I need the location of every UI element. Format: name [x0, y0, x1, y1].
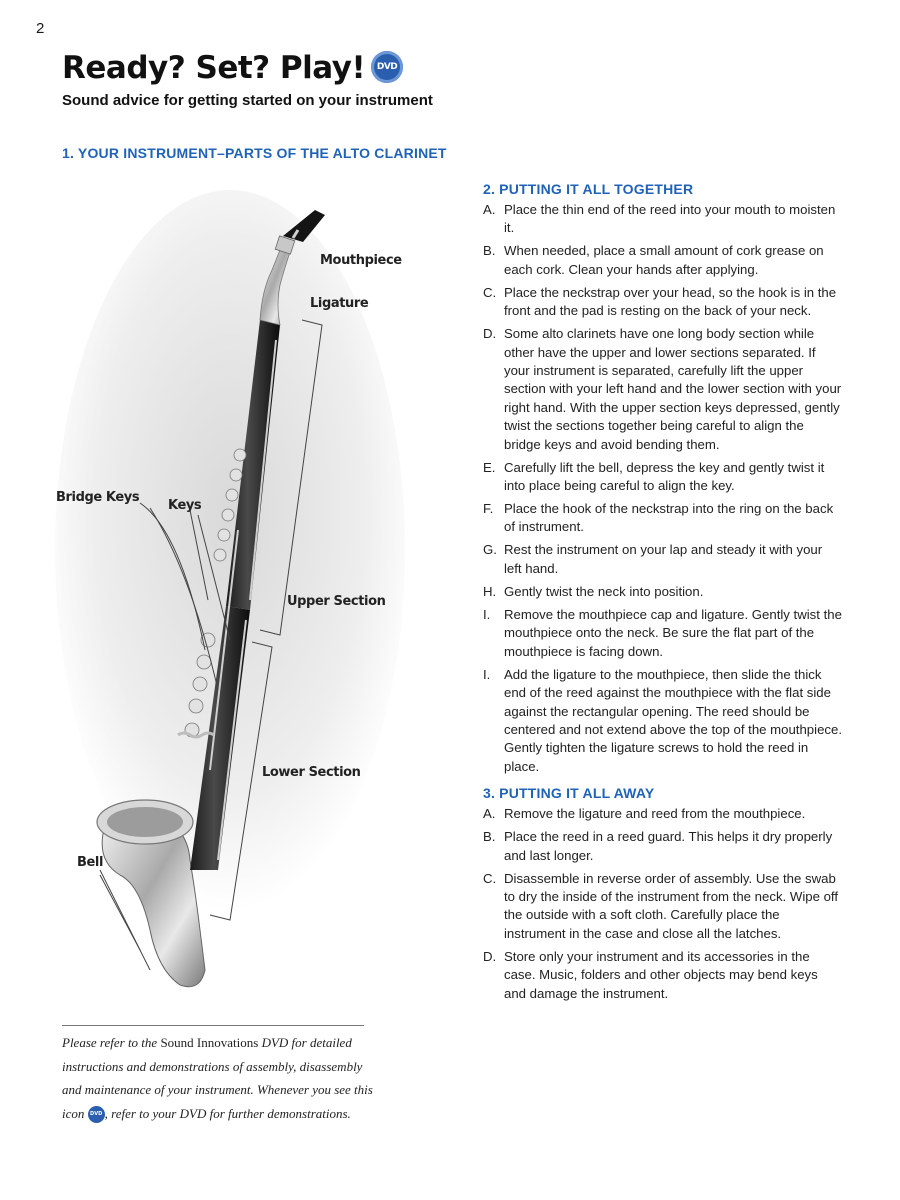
step-letter: D. — [483, 948, 497, 964]
step-letter: A. — [483, 806, 496, 822]
section-3-steps — [483, 805, 843, 1003]
section-2-step — [483, 459, 843, 496]
step-text: Place the thin end of the reed into your mouth to moisten it. — [504, 202, 836, 236]
section-2-heading: 2. PUTTING IT ALL TOGETHER — [483, 181, 694, 197]
label-lower-section: Lower Section — [262, 765, 361, 780]
section-2-step — [483, 284, 843, 321]
step-text: When needed, place a small amount of cork grease on each cork. Clean your hands after applying. — [504, 243, 824, 277]
page-title — [62, 50, 403, 86]
step-text: Some alto clarinets have one long body section while other have the upper and lower sections separated. If your instrument is separated, carefully lift the upper section with your left hand and the lower section with your right hand. With the upper section keys depressed, gently twist the sections together being careful to align the bridge keys and avoid bending them. — [504, 326, 842, 452]
step-letter: G. — [483, 542, 497, 558]
dvd-icon-inline: DVD — [88, 1106, 105, 1123]
label-upper-section: Upper Section — [287, 594, 386, 609]
step-letter: C. — [483, 870, 497, 886]
section-2-steps — [483, 201, 843, 776]
step-letter: H. — [483, 583, 497, 599]
dvd-icon: DVD — [371, 51, 403, 83]
page-subtitle: Sound advice for getting started on your instrument — [62, 92, 433, 109]
step-text: Place the reed in a reed guard. This helps it dry properly and last longer. — [504, 829, 833, 863]
step-letter: D. — [483, 326, 497, 342]
section-1-heading: 1. YOUR INSTRUMENT–PARTS OF THE ALTO CLARINET — [62, 145, 447, 161]
section-2-step — [483, 583, 843, 601]
section-3-heading: 3. PUTTING IT ALL AWAY — [483, 785, 655, 802]
section-2-step — [483, 500, 843, 537]
step-letter: B. — [483, 243, 496, 259]
footnote-text-3: , refer to your DVD for further demonstrations. — [104, 1105, 351, 1121]
instructions-column — [483, 181, 843, 1008]
step-letter: F. — [483, 501, 494, 517]
step-letter: I. — [483, 666, 491, 682]
section-3-step — [483, 870, 843, 944]
section-2-step — [483, 666, 843, 776]
page-number: 2 — [36, 20, 45, 37]
footnote-text-1: Please refer to the — [62, 1035, 161, 1050]
section-2-step — [483, 541, 843, 578]
label-ligature: Ligature — [310, 296, 369, 311]
section-2-step — [483, 201, 843, 238]
step-letter: A. — [483, 202, 496, 217]
section-3-step — [483, 948, 843, 1003]
step-text: Place the neckstrap over your head, so the hook is in the front and the pad is resting on the back of your neck. — [504, 284, 837, 319]
step-text: Store only your instrument and its accessories in the case. Music, folders and other objects may bend keys and damage the instrument. — [504, 948, 818, 1001]
section-2-step — [483, 325, 843, 454]
step-letter: I. — [483, 606, 491, 622]
section-2-step — [483, 606, 843, 661]
footnote-brand: Sound Innovations — [160, 1035, 259, 1050]
dvd-footnote — [62, 1031, 382, 1125]
step-text: Remove the ligature and reed from the mouthpiece. — [504, 806, 806, 822]
step-text: Carefully lift the bell, depress the key and gently twist it into place being careful to align the key. — [504, 459, 825, 494]
step-text: Place the hook of the neckstrap into the ring on the back of instrument. — [504, 501, 834, 535]
label-bridge-keys: Bridge Keys — [56, 490, 140, 505]
bell-shape — [97, 800, 205, 987]
step-letter: E. — [483, 459, 496, 475]
page-title-text: Ready? Set? Play! — [62, 50, 366, 86]
label-keys: Keys — [168, 498, 202, 513]
step-text: Disassemble in reverse order of assembly. Use the swab to dry the inside of the instrument from the neck. Wipe off the outside with a soft cloth. Carefully place the instrument in the case and close all the latches. — [504, 870, 839, 941]
label-bell: Bell — [77, 855, 104, 870]
footnote-divider — [62, 1025, 364, 1026]
step-text: Rest the instrument on your lap and steady it with your left hand. — [504, 542, 823, 576]
step-text: Gently twist the neck into position. — [504, 583, 704, 599]
section-2-step — [483, 242, 843, 279]
section-3-step — [483, 805, 843, 823]
footnote-text-2: DVD for detailed instructions and demonstrations of assembly, disassembly and maintenance of your instrument. Whenever you see this icon — [62, 1035, 373, 1121]
step-text: Add the ligature to the mouthpiece, then slide the thick end of the reed against the mouthpiece with the flat side against the rectangular opening. The reed should be centered and not extend above the top of the mouthpiece. Gently tighten the ligature screws to hold the reed in place. — [504, 666, 842, 774]
step-letter: C. — [483, 284, 497, 300]
label-mouthpiece: Mouthpiece — [320, 253, 402, 268]
step-text: Remove the mouthpiece cap and ligature. Gently twist the mouthpiece onto the neck. Be sure the flat part of the mouthpiece is facing down. — [504, 606, 842, 659]
step-letter: B. — [483, 829, 496, 845]
section-3-step — [483, 828, 843, 865]
